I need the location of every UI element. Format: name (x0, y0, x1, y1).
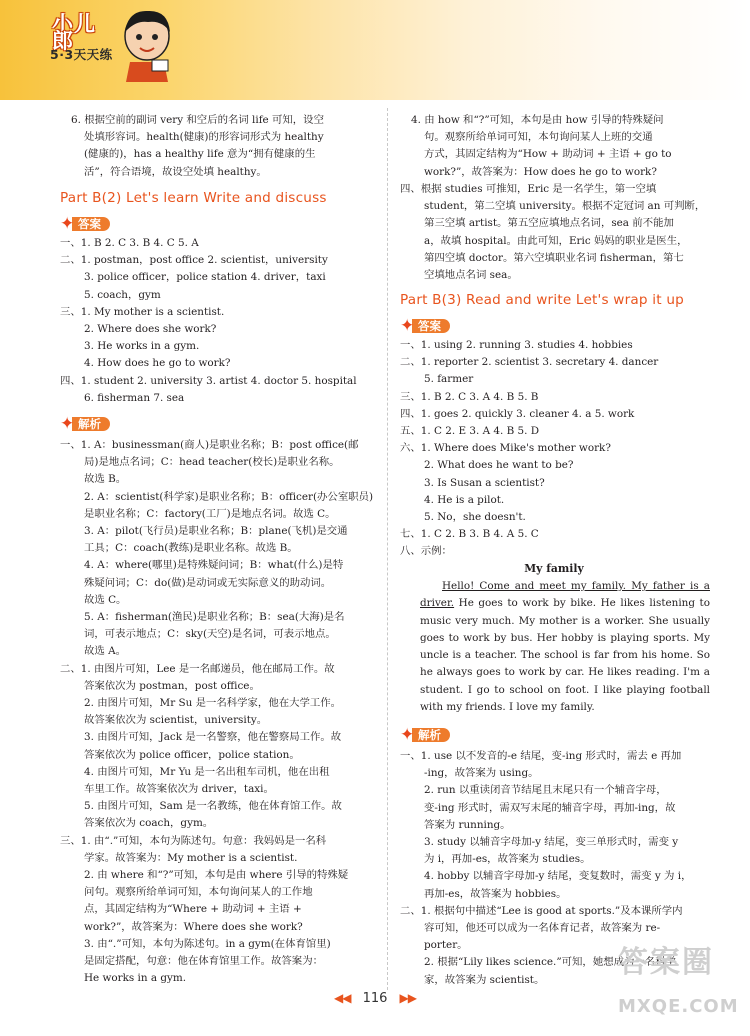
essay-underlined-text: Hello! Come and meet my family. My father is a driver. (420, 580, 710, 610)
answer-line: 6. fisherman 7. sea (84, 391, 185, 404)
answer-line: 二、1. reporter 2. scientist 3. secretary 4. dancer (400, 356, 659, 369)
answer-line: 二、1. postman，post office 2. scientist，university (60, 254, 328, 267)
answer-line: 八、示例： (400, 545, 452, 558)
watermark (608, 945, 748, 1032)
analysis-line: 殊疑问词；C：do(做)是动词或无实际意义的助动词。 (84, 576, 332, 589)
analysis-line: 故答案依次为 scientist，university。 (84, 714, 268, 727)
answer-line: 一、1. using 2. running 3. studies 4. hobbies (400, 339, 633, 351)
essay-title: My family (524, 562, 584, 575)
analysis-line: 局)是地点名词；C：head teacher(校长)是职业名称。 (84, 456, 340, 469)
analysis-line: 二、1. 根据句中描述“Lee is good at sports.”及本课所学内 (400, 904, 683, 917)
analysis-line: 为 i，再加-es，故答案为 studies。 (424, 853, 591, 866)
analysis-block (60, 437, 380, 988)
analysis-line: porter。 (424, 939, 468, 952)
text-line: 空填地点名词 sea。 (424, 269, 518, 282)
text-line: 四、根据 studies 可推知，Eric 是一名学生，第一空填 (400, 183, 657, 195)
mascot-icon (118, 6, 176, 82)
text-line: a，故填 hospital。由此可知，Eric 妈妈的职业是医生， (424, 234, 688, 247)
text-line: 处填形容词。health(健康)的形容词形式为 healthy (84, 131, 324, 144)
analysis-line: He works in a gym. (84, 972, 187, 985)
section-title-partB2: Part B(2) Let's learn Write and discuss (60, 190, 327, 206)
answer-line: 五、1. C 2. E 3. A 4. B 5. D (400, 425, 540, 438)
text-line: (健康的)，has a healthy life 意为“拥有健康的生 (84, 148, 316, 161)
analysis-line: 故选 C。 (84, 593, 127, 606)
analysis-line: 再加-es，故答案为 hobbies。 (424, 887, 567, 900)
analysis-line: -ing，故答案为 using。 (424, 767, 539, 780)
essay-text: He goes to work by bike. He likes listening to music very much. My mother is a worker. She usually goes to work by bus. Her hobby is playing sports. My uncle is a teacher. The school is far from his home. So he always goes to work by car. He likes reading. I'm a student. I go to school on foot. I like playing football with my friends. I love my family. (420, 597, 710, 714)
section-title-partB3: Part B(3) Read and write Let's wrap it up (400, 292, 684, 308)
analysis-line: 车里工作。故答案依次为 driver，taxi。 (84, 783, 274, 796)
analysis-line: 容可知，他还可以成为一名体育记者，故答案为 re- (424, 922, 661, 935)
text-line: 第三空填 artist。第五空应填地点名词，sea 前不能加 (424, 217, 674, 230)
answer-line: 3. He works in a gym. (84, 340, 200, 353)
analysis-line: 4. hobby 以辅音字母加-y 结尾，变复数时，需变 y 为 i， (424, 870, 692, 883)
analysis-line: 问句。观察所给单词可知，本句询问某人的工作地 (84, 886, 313, 899)
analysis-line: 一、1. A：businessman(商人)是职业名称；B：post office(邮 (60, 439, 359, 451)
answer-line: 5. No，she doesn't. (424, 511, 526, 524)
answer-line: 2. Where does she work? (84, 323, 217, 336)
text-line: 4. 由 how 和“?”可知，本句是由 how 引导的特殊疑问 (411, 114, 664, 126)
star-icon: ✦ (400, 316, 415, 336)
star-icon: ✦ (400, 725, 415, 745)
q4-explanation (400, 112, 708, 181)
star-icon: ✦ (60, 214, 75, 234)
text-line: work?”，故答案为：How does he go to work? (424, 165, 657, 178)
analysis-label: 解析 (418, 728, 441, 742)
analysis-label: 解析 (78, 417, 101, 431)
text-line: 活”，符合语境，故设空处填 healthy。 (84, 165, 267, 178)
logo-subtitle: 5·3天天练 (50, 47, 113, 62)
analysis-line: 变-ing 形式时，需双写末尾的辅音字母，再加-ing，故 (424, 801, 676, 814)
analysis-line: 3. 由图片可知，Jack 是一名警察，他在警察局工作。故 (84, 731, 342, 744)
analysis-line: 学家。故答案为：My mother is a scientist. (84, 851, 298, 864)
analysis-line: 答案依次为 police officer，police station。 (84, 748, 300, 761)
watermark-url: MXQE.COM (618, 996, 739, 1017)
answer-line: 2. What does he want to be? (424, 459, 574, 472)
analysis-line: 二、1. 由图片可知，Lee 是一名邮递员，他在邮局工作。故 (60, 662, 335, 675)
analysis-line: 点，其固定结构为“Where + 助动词 + 主语 + (84, 903, 302, 916)
analysis-line: 3. 由“.”可知，本句为陈述句。in a gym(在体育馆里) (84, 937, 331, 950)
answer-line: 三、1. My mother is a scientist. (60, 305, 225, 318)
analysis-line: 5. 由图片可知，Sam 是一名教练，他在体育馆工作。故 (84, 800, 342, 813)
section-four-explanation (400, 181, 708, 284)
analysis-line: 答案依次为 postman，post office。 (84, 679, 260, 692)
analysis-tag (60, 415, 108, 433)
analysis-line: 是职业名称；C：factory(工厂)是地点名词。故选 C。 (84, 507, 336, 520)
answer-line: 4. How does he go to work? (84, 357, 231, 370)
analysis-line: 故选 B。 (84, 473, 127, 486)
answer-line: 四、1. goes 2. quickly 3. cleaner 4. a 5. work (400, 407, 635, 420)
answer-label: 答案 (418, 319, 441, 333)
analysis-line: 答案依次为 coach，gym。 (84, 817, 214, 830)
text-line: student，第二空填 university。根据不定冠词 an 可判断， (424, 200, 706, 213)
analysis-line: 2. 根据“Lily likes science.”可知，她想成为一名科学 (424, 956, 676, 969)
analysis-line: 答案为 running。 (424, 818, 511, 831)
analysis-line: 4. A：where(哪里)是特殊疑问词；B：what(什么)是特 (84, 559, 344, 572)
answer-line: 3. police officer，police station 4. driver，taxi (84, 271, 326, 284)
answers-block (400, 337, 708, 561)
q6-explanation (60, 112, 380, 181)
essay-paragraph (420, 578, 710, 716)
analysis-line: 3. study 以辅音字母加-y 结尾，变三单形式时，需变 y (424, 836, 679, 849)
text-line: 6. 根据空前的副词 very 和空后的名词 life 可知，设空 (71, 114, 324, 126)
answer-line: 四、1. student 2. university 3. artist 4. doctor 5. hospital (60, 374, 357, 387)
analysis-line: 2. 由 where 和“?”可知，本句是由 where 引导的特殊疑 (84, 869, 349, 882)
analysis-line: 2. 由图片可知，Mr Su 是一名科学家，他在大学工作。 (84, 697, 342, 710)
page-number: 116 (362, 991, 388, 1006)
column-divider (387, 108, 388, 990)
analysis-tag (400, 726, 448, 744)
answer-line: 一、1. B 2. C 3. B 4. C 5. A (60, 237, 199, 249)
analysis-line: 4. 由图片可知，Mr Yu 是一名出租车司机，他在出租 (84, 765, 330, 778)
analysis-line: 三、1. 由“.”可知，本句为陈述句。句意：我妈妈是一名科 (60, 834, 327, 847)
analysis-line: 工具；C：coach(教练)是职业名称。故选 B。 (84, 542, 298, 555)
answer-line: 5. farmer (424, 373, 474, 386)
arrows-right-icon: ▶▶ (399, 991, 417, 1005)
answer-label: 答案 (78, 217, 101, 231)
analysis-line: 家，故答案为 scientist。 (424, 973, 545, 986)
answer-line: 六、1. Where does Mike's mother work? (400, 442, 611, 455)
analysis-line: 词，可表示地点；C：sky(天空)是名词，可表示地点。 (84, 628, 336, 641)
analysis-line: 2. run 以重读闭音节结尾且末尾只有一个辅音字母， (424, 784, 667, 797)
answer-line: 三、1. B 2. C 3. A 4. B 5. B (400, 390, 539, 403)
analysis-line: 5. A：fisherman(渔民)是职业名称；B：sea(大海)是名 (84, 611, 345, 624)
analysis-line: 2. A：scientist(科学家)是职业名称；B：officer(办公室职员) (84, 490, 374, 503)
answers-block (60, 235, 380, 407)
answer-tag (400, 317, 448, 335)
answer-line: 3. Is Susan a scientist? (424, 476, 545, 489)
logo-title: 小儿郎 (52, 12, 96, 54)
text-line: 句。观察所给单词可知，本句询问某人上班的交通 (424, 131, 653, 144)
essay-body (420, 578, 710, 716)
star-icon: ✦ (60, 414, 75, 434)
analysis-line: 故选 A。 (84, 645, 126, 658)
analysis-line: 3. A：pilot(飞行员)是职业名称；B：plane(飞机)是交通 (84, 525, 348, 538)
text-line: 方式，其固定结构为“How + 助动词 + 主语 + go to (424, 148, 672, 161)
analysis-line: work?”，故答案为：Where does she work? (84, 920, 303, 933)
page-header (0, 0, 750, 100)
analysis-line: 一、1. use 以不发音的-e 结尾，变-ing 形式时，需去 e 再加 (400, 750, 682, 762)
watermark-text: 答案圈 (618, 945, 714, 980)
arrows-left-icon: ◀◀ (333, 991, 351, 1005)
text-line: 第四空填 doctor。第六空填职业名词 fisherman，第七 (424, 251, 684, 264)
answer-line: 5. coach，gym (84, 288, 161, 301)
analysis-line: 是固定搭配，句意：他在体育馆里工作。故答案为： (84, 955, 323, 968)
answer-line: 4. He is a pilot. (424, 493, 505, 506)
answer-tag (60, 215, 108, 233)
answer-line: 七、1. C 2. B 3. B 4. A 5. C (400, 528, 539, 541)
